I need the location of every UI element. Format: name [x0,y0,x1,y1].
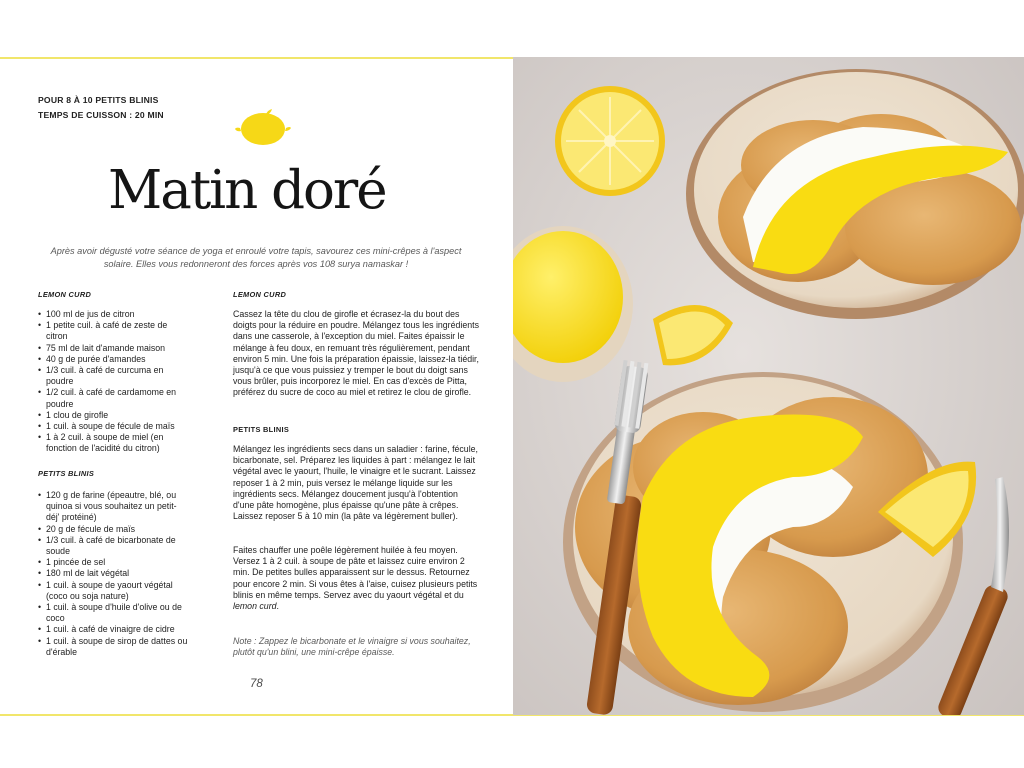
lemon-curd-item: • 1/2 cuil. à café de cardamome en poudre [38,387,188,409]
page-number: 78 [250,678,263,690]
lemon-curd-item: • 40 g de purée d'amandes [38,354,188,365]
blinis-item: • 1 pincée de sel [38,557,188,568]
recipe-text-page [0,59,512,714]
blinis-item: • 20 g de fécule de maïs [38,524,188,535]
blinis-item: • 1 cuil. à soupe de yaourt végétal (coco ou soja nature) [38,580,188,602]
lemon-icon [234,108,292,153]
method-blinis-text-2 [233,545,481,612]
lemon-curd-italic: lemon curd [233,601,277,612]
blinis-item: • 1 cuil. à soupe d'huile d'olive ou de coco [38,602,188,624]
method-blinis-heading: PETITS BLINIS [233,425,290,434]
blinis-item: • 120 g de farine (épeautre, blé, ou quinoa si vous souhaitez un petit-déj' protéiné) [38,490,188,524]
blinis-item: • 1/3 cuil. à café de bicarbonate de soude [38,535,188,557]
servings-label: POUR 8 À 10 PETITS BLINIS [38,95,159,105]
ingredients-lemon-curd-heading: LEMON CURD [38,290,92,299]
recipe-note: Note : Zappez le bicarbonate et le vinaigre si vous souhaitez, plutôt qu'un blini, une mini-crêpe épaisse. [233,636,471,658]
method-blinis-text-1: Mélangez les ingrédients secs dans un saladier : farine, fécule, bicarbonate, sel. Préparez les liquides à part : mélangez le lait végétal avec le yaourt, l'huile, le vinaigre et le sucrant. Laissez reposer 1 à 2 min, puis versez le mélange liquide sur les ingrédients secs. Mélangez doucement jusqu'à l'obtention d'une pâte homogène, plus épaisse qu'une pâte à crêpes. Laissez reposer 5 à 10 min (la pâte va légèrement buller). [233,444,478,522]
method-blinis-text-2-end: . [276,601,279,612]
cooking-time-label: TEMPS DE CUISSON : 20 MIN [38,110,164,120]
lemon-curd-item: • 1 clou de girofle [38,410,188,421]
ingredients-blinis-heading: PETITS BLINIS [38,469,95,478]
blinis-item: • 1 cuil. à soupe de sirop de dattes ou d'érable [38,636,188,658]
recipe-title: Matin doré [108,160,386,221]
method-lemon-curd-heading: LEMON CURD [233,290,287,299]
lemon-curd-item: • 1 cuil. à soupe de fécule de maïs [38,421,188,432]
pancakes-lemon-curd-photo [513,57,1024,715]
lemon-curd-item: • 1/3 cuil. à café de curcuma en poudre [38,365,188,387]
lemon-curd-item: • 100 ml de jus de citron [38,309,188,320]
method-lemon-curd-text: Cassez la tête du clou de girofle et écrasez-la du bout des doigts pour la réduire en poudre. Mélangez tous les ingrédients dans une casserole, à l'exception du miel. Faites épaissir le mélange à feu doux, en remuant très régulièrement, pendant environ 5 min. Une fois la préparation épaissie, laissez-la tiédir, jusqu'à ce que vous puissiez y tremper le bout du doigt sans vous brûler, puis incorporez le miel. En cas d'excès de Pitta, préférez du sucre de coco au miel et retirez le clou de girofle. [233,309,479,398]
recipe-intro: Après avoir dégusté votre séance de yoga et enroulé votre tapis, savourez ces mini-crêpes à l'aspect solaire. Elles vous redonneront des forces après vos 108 surya namaskar ! [50,246,462,269]
lemon-curd-item: • 1 à 2 cuil. à soupe de miel (en fonction de l'acidité du citron) [38,432,188,454]
lemon-curd-item: • 75 ml de lait d'amande maison [38,343,188,354]
lemon-curd-ingredient-list [38,309,188,455]
lemon-curd-item: • 1 petite cuil. à café de zeste de citron [38,320,188,342]
method-blinis-text-2-main: Faites chauffer une poêle légèrement huilée à feu moyen. Versez 1 à 2 cuil. à soupe de pâte et laissez cuire environ 2 min. De petites bulles apparaissent sur le dessus. Retournez pour encore 2 min. Si vous êtes à l'aise, cuisez plusieurs petits blinis en même temps. Servez avec du yaourt végétal et du [233,545,478,600]
blinis-item: • 180 ml de lait végétal [38,568,188,579]
blinis-item: • 1 cuil. à café de vinaigre de cidre [38,624,188,635]
blinis-ingredient-list [38,490,188,658]
